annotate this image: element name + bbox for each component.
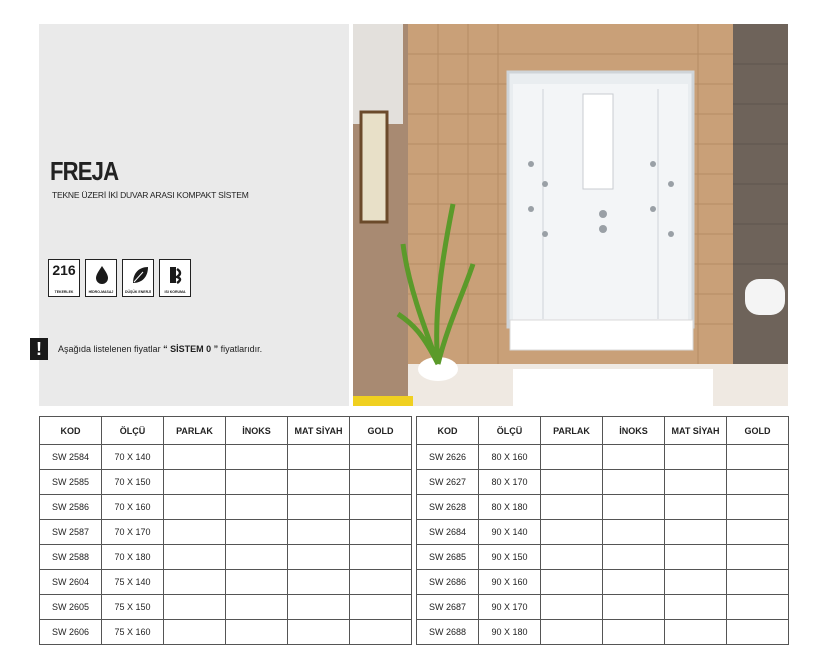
price-notice bbox=[30, 338, 262, 360]
cell-kod: SW 2606 bbox=[40, 620, 102, 645]
price-table-left bbox=[39, 416, 412, 645]
cell-kod: SW 2584 bbox=[40, 445, 102, 470]
table-row bbox=[40, 495, 412, 520]
table-row bbox=[40, 570, 412, 595]
table-row bbox=[417, 520, 789, 545]
cell-olcu: 70 X 180 bbox=[102, 545, 164, 570]
product-subtitle: TEKNE ÜZERİ İKİ DUVAR ARASI KOMPAKT SİSTEM bbox=[52, 190, 249, 200]
drop-icon bbox=[94, 265, 110, 285]
cell-kod: SW 2687 bbox=[417, 595, 479, 620]
cell-olcu: 70 X 150 bbox=[102, 470, 164, 495]
cell-olcu: 75 X 160 bbox=[102, 620, 164, 645]
feature-216 bbox=[48, 259, 80, 297]
cell-olcu: 70 X 170 bbox=[102, 520, 164, 545]
header-kod: KOD bbox=[417, 417, 479, 445]
cell-kod: SW 2626 bbox=[417, 445, 479, 470]
cell-kod: SW 2605 bbox=[40, 595, 102, 620]
cell-kod: SW 2587 bbox=[40, 520, 102, 545]
eco-leaf-icon bbox=[131, 265, 149, 285]
216-icon: 216 bbox=[52, 262, 76, 278]
cell-olcu: 75 X 150 bbox=[102, 595, 164, 620]
feature-thermo bbox=[159, 259, 191, 297]
cell-olcu: 90 X 140 bbox=[479, 520, 541, 545]
cell-kod: SW 2585 bbox=[40, 470, 102, 495]
table-header-row bbox=[417, 417, 789, 445]
header-gold: GOLD bbox=[727, 417, 789, 445]
feature-caption: TEKERLEK bbox=[54, 290, 74, 294]
header-parlak: PARLAK bbox=[164, 417, 226, 445]
table-header-row bbox=[40, 417, 412, 445]
cell-kod: SW 2604 bbox=[40, 570, 102, 595]
cell-olcu: 80 X 170 bbox=[479, 470, 541, 495]
product-title: FREJA bbox=[50, 156, 119, 186]
header-inoks: İNOKS bbox=[226, 417, 288, 445]
table-row bbox=[417, 470, 789, 495]
cell-olcu: 70 X 160 bbox=[102, 495, 164, 520]
header-inoks: İNOKS bbox=[603, 417, 665, 445]
feature-icons bbox=[48, 259, 191, 297]
table-row bbox=[417, 595, 789, 620]
header-olcu: ÖLÇÜ bbox=[479, 417, 541, 445]
cell-olcu: 90 X 170 bbox=[479, 595, 541, 620]
cell-olcu: 75 X 140 bbox=[102, 570, 164, 595]
feature-caption: ISI KORUMA bbox=[164, 290, 186, 294]
notice-highlight: “ SİSTEM 0 ” bbox=[163, 344, 219, 354]
cell-olcu: 80 X 160 bbox=[479, 445, 541, 470]
table-row bbox=[417, 495, 789, 520]
cell-kod: SW 2685 bbox=[417, 545, 479, 570]
cell-kod: SW 2627 bbox=[417, 470, 479, 495]
cell-kod: SW 2688 bbox=[417, 620, 479, 645]
table-row bbox=[40, 595, 412, 620]
table-row bbox=[40, 520, 412, 545]
header-parlak: PARLAK bbox=[541, 417, 603, 445]
table-row bbox=[417, 545, 789, 570]
cell-kod: SW 2628 bbox=[417, 495, 479, 520]
feature-caption: HİDRO-MASAJ bbox=[88, 290, 114, 294]
table-row bbox=[40, 620, 412, 645]
cell-kod: SW 2586 bbox=[40, 495, 102, 520]
table-row bbox=[417, 570, 789, 595]
cell-kod: SW 2684 bbox=[417, 520, 479, 545]
cell-olcu: 70 X 140 bbox=[102, 445, 164, 470]
cell-olcu: 90 X 150 bbox=[479, 545, 541, 570]
header-gold: GOLD bbox=[350, 417, 412, 445]
cell-olcu: 90 X 160 bbox=[479, 570, 541, 595]
cell-kod: SW 2686 bbox=[417, 570, 479, 595]
exclamation-icon: ! bbox=[30, 338, 48, 360]
notice-text bbox=[58, 344, 262, 354]
notice-suffix: fiyatlarıdır. bbox=[220, 344, 263, 354]
product-photo bbox=[353, 24, 788, 406]
header-mat-siyah: MAT SİYAH bbox=[288, 417, 350, 445]
table-row bbox=[40, 470, 412, 495]
feature-hydro bbox=[85, 259, 117, 297]
cell-olcu: 90 X 180 bbox=[479, 620, 541, 645]
notice-prefix: Aşağıda listelenen fiyatlar bbox=[58, 344, 161, 354]
header-mat-siyah: MAT SİYAH bbox=[665, 417, 727, 445]
table-row bbox=[417, 445, 789, 470]
price-table-right bbox=[416, 416, 789, 645]
table-row bbox=[417, 620, 789, 645]
table-row bbox=[40, 545, 412, 570]
thermo-icon bbox=[168, 265, 186, 285]
cell-kod: SW 2588 bbox=[40, 545, 102, 570]
cell-olcu: 80 X 180 bbox=[479, 495, 541, 520]
table-row bbox=[40, 445, 412, 470]
shower-cabin-image bbox=[353, 24, 788, 406]
feature-caption: DÜŞÜK ENERJİ bbox=[124, 290, 152, 294]
feature-eco bbox=[122, 259, 154, 297]
header-kod: KOD bbox=[40, 417, 102, 445]
header-olcu: ÖLÇÜ bbox=[102, 417, 164, 445]
